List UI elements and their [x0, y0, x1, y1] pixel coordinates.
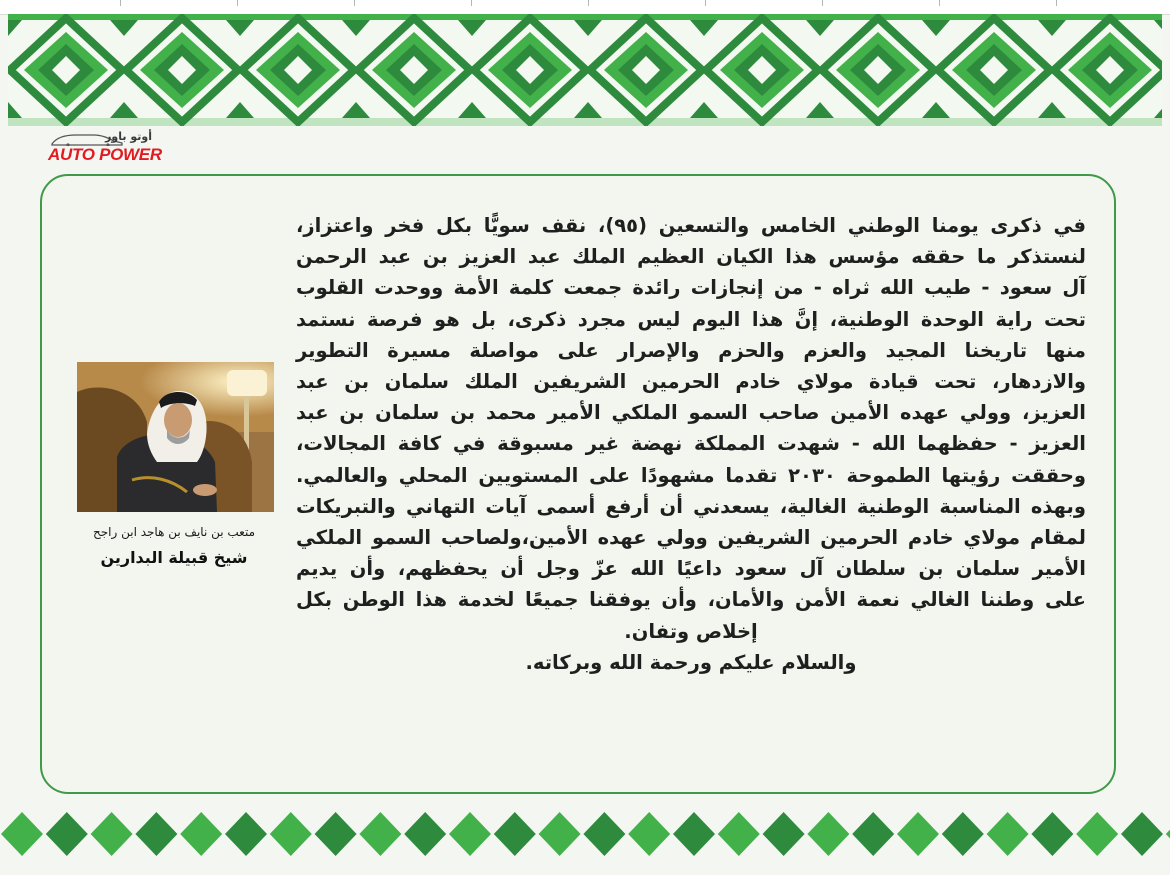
logo-arabic-text: أوتو باور [105, 130, 152, 143]
footer-diamond [359, 812, 401, 856]
footer-diamond [539, 812, 581, 856]
letter-line: تحت راية الوحدة الوطنية، إنَّ هذا اليوم ليس مجرد ذكرى، بل هو فرصة نستمد [296, 307, 1086, 331]
footer-diamond [225, 812, 267, 856]
footer-diamond [315, 812, 357, 856]
sadu-diamond [1054, 18, 1162, 122]
sadu-diamond [242, 18, 370, 122]
footer-diamond [404, 812, 446, 856]
letter-line: الأمير سلمان بن سلطان آل سعود داعيًا الله عزّ وجل أن يحفظهم، وأن يديم [296, 557, 1086, 581]
footer-diamond [807, 812, 849, 856]
letter-closing: والسلام عليكم ورحمة الله وبركاته. [525, 650, 857, 674]
decorative-footer-diamonds [0, 808, 1170, 860]
letter-line: وبهذه المناسبة الوطنية الغالية، يسعدني أن أرفع أسمى آيات التهاني والتبريكات [296, 494, 1086, 518]
footer-diamond [270, 812, 312, 856]
author-portrait [77, 362, 274, 512]
author-name: متعب بن نايف بن هاجد ابن راجح [92, 525, 256, 539]
letter-line: العزيز - حفظهما الله - شهدت المملكة نهضة غير مسبوقة في كافة المجالات، [296, 432, 1086, 456]
letter-line: وحققت رؤيتها الطموحة ٢٠٣٠ تقدما مشهودًا على المستويين المحلي والعالمي. [296, 463, 1086, 487]
footer-diamond [449, 812, 491, 856]
top-edge-strip [0, 0, 1170, 15]
portrait-image [77, 362, 274, 512]
footer-diamond [1, 812, 43, 856]
letter-line: في ذكرى يومنا الوطني الخامس والتسعين (٩٥)، نقف سويًّا بكل فخر واعتزاز، [296, 214, 1086, 237]
letter-line: منها تاريخنا المجيد والعزم والحزم والإصرار على مواصلة مسيرة التطوير [296, 338, 1086, 362]
sadu-diamond [590, 18, 718, 122]
footer-diamond [987, 812, 1029, 856]
letter-line: العزيز، وولي عهده الأمين صاحب السمو الملكي الأمير محمد بن سلمان بن عبد [296, 401, 1086, 425]
diamond-border-graphic [0, 808, 1170, 860]
auto-power-logo [46, 130, 178, 170]
sadu-diamond [938, 18, 1066, 122]
footer-diamond [763, 812, 805, 856]
logo-latin-text: AUTO POWER [48, 145, 162, 164]
footer-diamond [46, 812, 88, 856]
footer-diamond [897, 812, 939, 856]
sadu-diamond [358, 18, 486, 122]
footer-diamond [91, 812, 133, 856]
letter-line: على وطننا الغالي نعمة الأمن والأمان، وأن يوفقنا جميعًا لخدمة هذا الوطن بكل [296, 588, 1086, 612]
letter-line: إخلاص وتفان. [624, 619, 758, 643]
footer-diamond [852, 812, 894, 856]
sadu-pattern-graphic [8, 14, 1162, 126]
footer-diamond [135, 812, 177, 856]
letter-line: لنستذكر ما حققه مؤسس هذا الكيان العظيم الملك عبد العزيز بن عبد الرحمن [296, 245, 1086, 269]
sadu-diamond [126, 18, 254, 122]
letter-body [296, 210, 1086, 678]
footer-diamond [494, 812, 536, 856]
footer-diamond [180, 812, 222, 856]
letter-line: آل سعود - طيب الله ثراه - من إنجازات رائدة جمعت كلمة الأمة ووحدت القلوب [296, 276, 1086, 300]
footer-diamond [1166, 812, 1170, 856]
letter-line: لمقام مولاي خادم الحرمين الشريفين وولي عهده الأمين،ولصاحب السمو الملكي [296, 526, 1086, 550]
sadu-diamond [822, 18, 950, 122]
letter-line: والازدهار، تحت قيادة مولاي خادم الحرمين الشريفين الملك سلمان بن عبد [296, 370, 1086, 394]
footer-diamond [942, 812, 984, 856]
footer-diamond [1121, 812, 1163, 856]
author-title: شيخ قبيلة البدارين [100, 548, 248, 567]
footer-diamond [1031, 812, 1073, 856]
sadu-diamond [474, 18, 602, 122]
sadu-diamond [10, 18, 138, 122]
footer-diamond [718, 812, 760, 856]
decorative-header-banner [8, 14, 1162, 126]
sadu-diamond [706, 18, 834, 122]
footer-diamond [1076, 812, 1118, 856]
footer-diamond [583, 812, 625, 856]
footer-diamond [673, 812, 715, 856]
footer-diamond [628, 812, 670, 856]
